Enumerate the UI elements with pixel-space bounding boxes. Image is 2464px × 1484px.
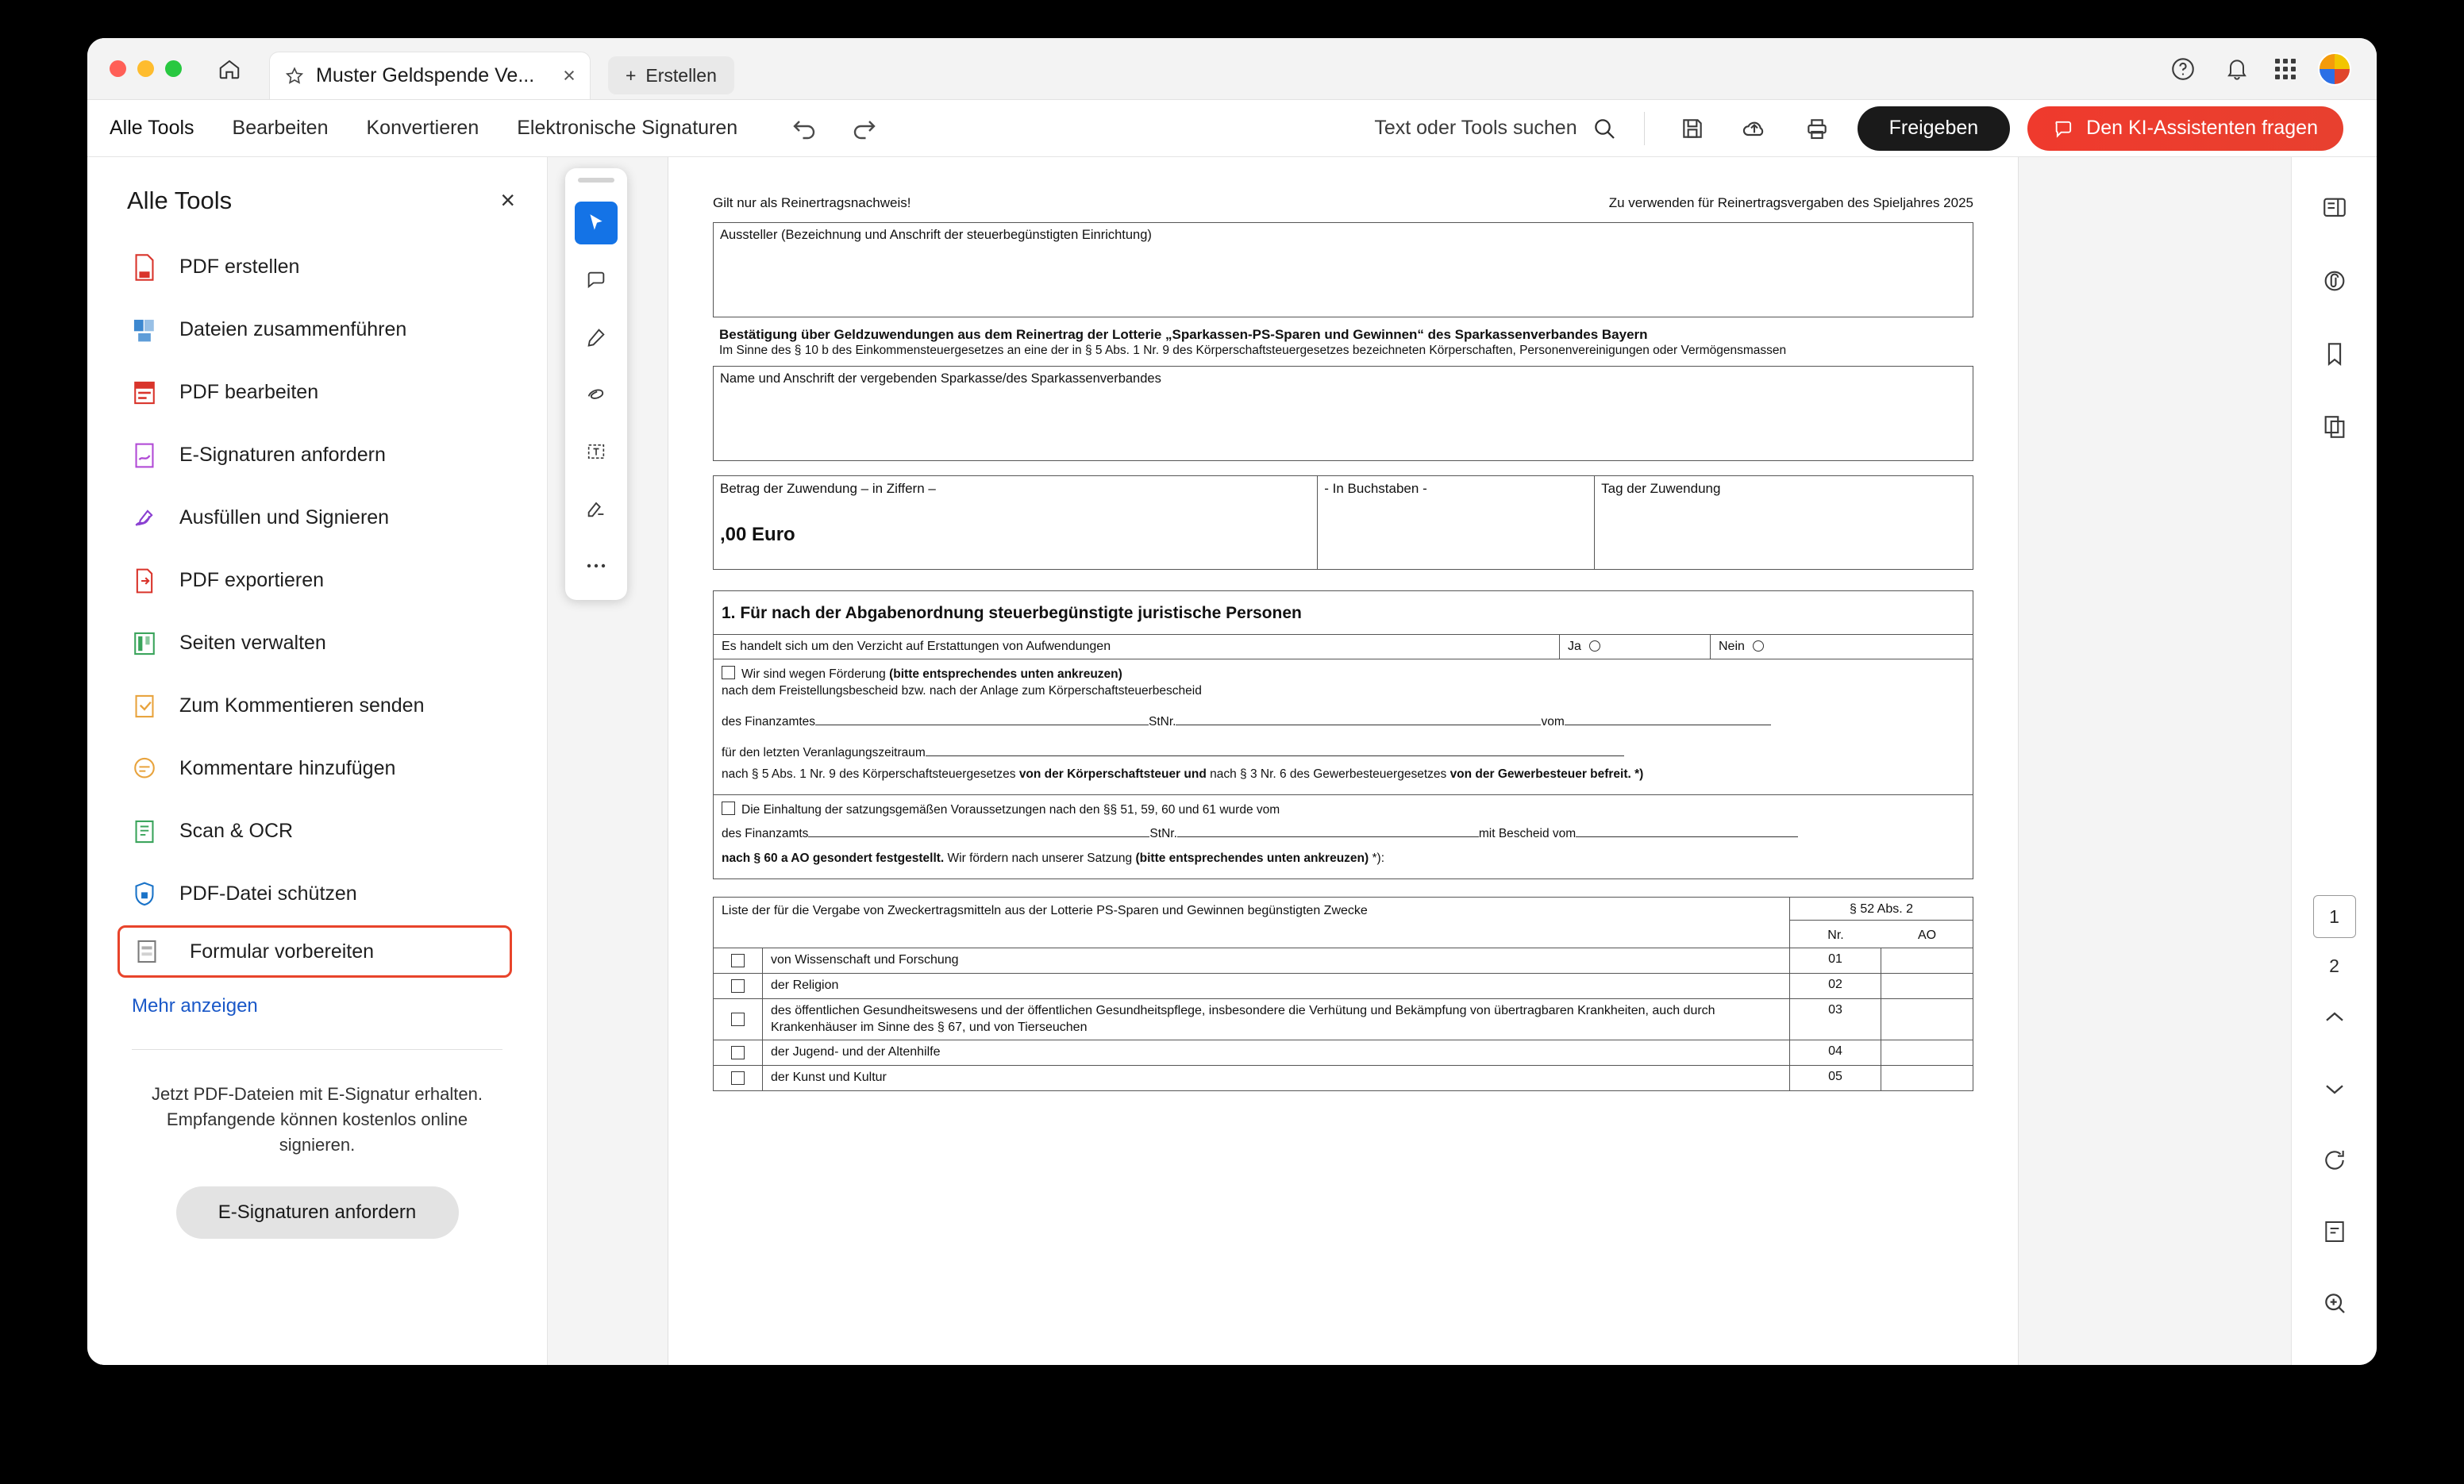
table-row[interactable] — [713, 999, 1973, 1041]
block1-line5-pre: nach § 5 Abs. 1 Nr. 9 des Körperschaftsteuergesetzes — [722, 767, 1016, 781]
search-icon[interactable] — [1592, 116, 1617, 141]
letters-label: - In Buchstaben - — [1318, 476, 1595, 502]
sidebar-item-label: PDF exportieren — [179, 569, 325, 591]
attachments-icon[interactable] — [2316, 262, 2354, 300]
table-row[interactable] — [713, 948, 1973, 974]
add-comments-icon — [132, 755, 157, 782]
bookmarks-icon[interactable] — [2316, 335, 2354, 373]
promo-request-esign-button[interactable]: E-Signaturen anfordern — [176, 1186, 459, 1239]
search-input[interactable]: Text oder Tools suchen — [1374, 117, 1577, 139]
purpose-checkbox[interactable] — [731, 1046, 745, 1059]
cloud-upload-icon[interactable] — [1740, 116, 1769, 141]
table-row[interactable] — [713, 1040, 1973, 1066]
purpose-ao — [1881, 948, 1973, 973]
sidebar-item-label: Seiten verwalten — [179, 632, 326, 654]
fill-sign-icon — [132, 505, 157, 532]
purpose-nr: 03 — [1790, 999, 1881, 1040]
page-fit-icon[interactable] — [2316, 1213, 2354, 1251]
block1-vom-label: vom — [1541, 714, 1565, 729]
rotate-icon[interactable] — [2316, 1141, 2354, 1179]
purpose-ao — [1881, 974, 1973, 998]
promo-text: Jetzt PDF-Dateien mit E-Signatur erhalten. Empfangende können kostenlos online signieren. — [152, 1084, 483, 1155]
purpose-text: der Kunst und Kultur — [763, 1066, 1790, 1090]
purpose-table-header — [713, 897, 1973, 948]
purpose-ao — [1881, 999, 1973, 1040]
menu-item-elektronische-signaturen[interactable]: Elektronische Signaturen — [517, 117, 738, 139]
maximize-window-button[interactable] — [165, 60, 182, 77]
purpose-nr: 04 — [1790, 1040, 1881, 1065]
amount-header-row — [713, 475, 1973, 502]
sidebar-title: Alle Tools — [127, 186, 233, 214]
sidebar-item-label: PDF bearbeiten — [179, 381, 319, 403]
page-number-2[interactable]: 2 — [2329, 955, 2339, 976]
undo-icon[interactable] — [790, 117, 818, 140]
radio-no[interactable] — [1753, 640, 1764, 652]
purpose-text: der Jugend- und der Altenhilfe — [763, 1040, 1790, 1065]
zoom-out-icon[interactable] — [2316, 1355, 2354, 1365]
all-tools-sidebar — [87, 157, 548, 1365]
menu-item-bearbeiten[interactable]: Bearbeiten — [232, 117, 329, 139]
minimize-window-button[interactable] — [137, 60, 154, 77]
purpose-nr: 02 — [1790, 974, 1881, 998]
sidebar-item-zum-kommentieren-senden[interactable] — [87, 675, 547, 737]
sidebar-item-label: Formular vorbereiten — [190, 940, 375, 963]
prepare-form-icon — [134, 938, 160, 965]
block2-stnr-label: StNr. — [1149, 827, 1177, 841]
purpose-text: von Wissenschaft und Forschung — [763, 948, 1790, 973]
block1-line1-pre: Wir sind wegen Förderung — [741, 667, 886, 681]
waiver-yes-option[interactable]: Ja — [1560, 635, 1711, 659]
search-area[interactable] — [1374, 116, 1616, 141]
purpose-checkbox[interactable] — [731, 1071, 745, 1085]
sidebar-item-label: Ausfüllen und Signieren — [179, 506, 390, 529]
redo-icon[interactable] — [850, 117, 879, 140]
more-tools-icon[interactable] — [575, 544, 618, 587]
ai-assistant-label: Den KI-Assistenten fragen — [2086, 117, 2318, 139]
savings-bank-field[interactable] — [713, 366, 1973, 461]
table-row[interactable] — [713, 974, 1973, 999]
annotation-toolbar[interactable] — [565, 168, 627, 600]
document-tab[interactable] — [269, 52, 591, 99]
block2-line1: Die Einhaltung der satzungsgemäßen Voraussetzungen nach den §§ 51, 59, 60 und 61 wurde vom — [741, 802, 1280, 817]
sidebar-item-ausfuellen-und-signieren[interactable] — [87, 486, 547, 549]
ai-sparkle-icon — [2053, 117, 2075, 140]
section1-title: 1. Für nach der Abgabenordnung steuerbegünstigte juristische Personen — [722, 603, 1302, 622]
create-tab-label: Erstellen — [645, 64, 717, 86]
doc-header-right: Zu verwenden für Reinertragsvergaben des Spieljahres 2025 — [1608, 195, 1973, 210]
date-label: Tag der Zuwendung — [1601, 480, 1721, 496]
block1 — [713, 659, 1973, 794]
avatar[interactable] — [2318, 52, 2351, 86]
stamp-icon[interactable] — [575, 487, 618, 530]
close-window-button[interactable] — [110, 60, 126, 77]
save-icon[interactable] — [1680, 116, 1705, 141]
create-tab-button[interactable] — [608, 56, 734, 94]
section1-block — [713, 590, 1973, 634]
sidebar-item-label: Kommentare hinzufügen — [179, 757, 396, 779]
block1-line5-mid: nach § 3 Nr. 6 des Gewerbesteuergesetzes — [1210, 767, 1447, 781]
comment-panel-icon[interactable] — [2316, 189, 2354, 227]
toolbar-drag-handle[interactable] — [578, 178, 614, 183]
purpose-checkbox[interactable] — [731, 954, 745, 967]
select-cursor-icon[interactable] — [575, 202, 618, 244]
menu-item-konvertieren[interactable]: Konvertieren — [366, 117, 479, 139]
sidebar-item-kommentare-hinzufuegen[interactable] — [87, 737, 547, 800]
plus-icon: + — [625, 64, 637, 86]
sidebar-header — [87, 157, 547, 236]
waiver-label: Es handelt sich um den Verzicht auf Erstattungen von Aufwendungen — [714, 635, 1560, 659]
purpose-nr: 01 — [1790, 948, 1881, 973]
sidebar-item-scan-ocr[interactable] — [87, 800, 547, 863]
pdf-create-icon — [132, 254, 157, 281]
close-sidebar-icon[interactable]: × — [500, 186, 515, 214]
block2-bescheid-input[interactable] — [1576, 836, 1798, 837]
block1-line4: für den letzten Veranlagungszeitraum — [722, 745, 926, 759]
block2-line3-end: *): — [1372, 852, 1384, 866]
print-icon[interactable] — [1804, 116, 1831, 141]
tab-title: Muster Geldspende Ve... — [316, 64, 535, 87]
block2-stnr-input[interactable] — [1177, 836, 1479, 837]
right-toolbar — [2291, 157, 2377, 1365]
window-controls[interactable] — [110, 60, 182, 77]
confirmation-title: Bestätigung über Geldzuwendungen aus dem Reinertrag der Lotterie „Sparkassen-PS-Sparen und Gewinnen“ des Sparkassenverbandes Bayern — [719, 327, 1648, 342]
amount-label: Betrag der Zuwendung – in Ziffern – — [714, 476, 1318, 502]
sidebar-item-e-signaturen-anfordern[interactable] — [87, 424, 547, 486]
block2-line3-b1: nach § 60 a AO gesondert festgestellt. — [722, 852, 945, 866]
page-navigation[interactable] — [2313, 895, 2356, 987]
page-number-1[interactable]: 1 — [2313, 895, 2356, 938]
purpose-header-text: Liste der für die Vergabe von Zweckertragsmitteln aus der Lotterie PS-Sparen und Gewinnen begünstigten Zwecke — [714, 898, 1790, 948]
sidebar-item-label: E-Signaturen anfordern — [179, 444, 386, 466]
waiver-no-option[interactable]: Nein — [1711, 635, 1973, 659]
purpose-checkbox[interactable] — [731, 979, 745, 993]
main-body — [87, 157, 2377, 1365]
page-thumbnails-icon[interactable] — [2316, 408, 2354, 446]
block2-bescheid-label: mit Bescheid vom — [1478, 827, 1577, 841]
sidebar-item-label: Scan & OCR — [179, 820, 294, 842]
title-bar — [87, 38, 2377, 100]
block1-line1-bold: (bitte entsprechendes unten ankreuzen) — [889, 667, 1122, 681]
table-row[interactable] — [713, 1066, 1973, 1091]
request-esign-icon — [132, 442, 157, 469]
sidebar-item-formular-vorbereiten[interactable] — [117, 925, 512, 978]
help-icon[interactable] — [2167, 53, 2199, 85]
doc-header-row — [713, 195, 1973, 211]
radio-yes[interactable] — [1589, 640, 1600, 652]
titlebar-right-icons — [2167, 52, 2351, 86]
sidebar-item-pdf-datei-schuetzen[interactable] — [87, 863, 547, 925]
divider — [1644, 112, 1645, 145]
manage-pages-icon — [132, 630, 157, 657]
purpose-ao — [1881, 1066, 1973, 1090]
sidebar-item-label: Dateien zusammenführen — [179, 318, 407, 340]
tool-list — [87, 236, 547, 978]
sidebar-item-pdf-bearbeiten[interactable] — [87, 361, 547, 424]
show-more-link[interactable]: Mehr anzeigen — [132, 995, 258, 1017]
doc-header-left: Gilt nur als Reinertragsnachweis! — [713, 195, 911, 210]
purpose-col-head: § 52 Abs. 2 — [1790, 898, 1973, 921]
sidebar-item-label: Zum Kommentieren senden — [179, 694, 425, 717]
issuer-label: Aussteller (Bezeichnung und Anschrift der steuerbegünstigten Einrichtung) — [720, 228, 1152, 242]
menu-bar — [87, 100, 2377, 157]
block1-finanzamt-label: des Finanzamtes — [722, 714, 816, 729]
merge-files-icon — [132, 317, 157, 344]
view-controls — [2316, 998, 2354, 1365]
savings-bank-label: Name und Anschrift der vergebenden Sparkasse/des Sparkassenverbandes — [720, 371, 1161, 386]
purpose-ao — [1881, 1040, 1973, 1065]
pdf-page[interactable] — [668, 157, 2018, 1365]
block2-line3-mid: Wir fördern nach unserer Satzung — [947, 852, 1133, 866]
purpose-col-nr: Nr. — [1827, 928, 1844, 943]
block1-line2: nach dem Freistellungsbescheid bzw. nach der Anlage zum Körperschaftsteuerbescheid — [722, 683, 1202, 698]
edit-pdf-icon — [132, 379, 157, 406]
zoom-in-icon[interactable] — [2316, 1284, 2354, 1322]
block2-finanzamt-label: des Finanzamts — [722, 827, 809, 841]
amount-value: ,00 Euro — [720, 523, 795, 545]
sidebar-item-pdf-erstellen[interactable] — [87, 236, 547, 298]
share-button[interactable]: Freigeben — [1858, 106, 2011, 151]
notifications-bell-icon[interactable] — [2221, 53, 2253, 85]
send-for-comments-icon — [132, 693, 157, 720]
sticky-note-icon[interactable] — [575, 259, 618, 302]
scroll-up-icon[interactable] — [2316, 998, 2354, 1036]
block2-line3-b2: (bitte entsprechendes unten ankreuzen) — [1135, 852, 1369, 866]
issuer-field[interactable] — [713, 222, 1973, 317]
close-icon[interactable]: × — [563, 63, 576, 87]
export-pdf-icon — [132, 567, 157, 594]
sidebar-item-label: PDF erstellen — [179, 256, 300, 278]
block2 — [713, 794, 1973, 880]
block1-stnr-label: StNr. — [1149, 714, 1176, 729]
menu-item-alle-tools[interactable]: Alle Tools — [110, 117, 194, 139]
purpose-text: der Religion — [763, 974, 1790, 998]
scan-ocr-icon — [132, 818, 157, 845]
document-viewport[interactable] — [548, 157, 2291, 1365]
promo-block — [87, 1050, 547, 1239]
acrobat-window — [87, 38, 2377, 1365]
amount-value-row[interactable] — [713, 502, 1973, 570]
pen-icon[interactable] — [575, 316, 618, 359]
protect-pdf-icon — [132, 881, 157, 908]
checkbox-satzung[interactable] — [722, 802, 735, 815]
purpose-text: des öffentlichen Gesundheitswesens und der öffentlichen Gesundheitspflege, insbesondere die Verhütung und Bekämpfung von übertragbaren Krankheiten, auch durch Krankenhäuser im Sinne des § 67, und von Tierseuchen — [763, 999, 1790, 1040]
highlight-icon[interactable] — [575, 373, 618, 416]
waiver-row — [714, 634, 1973, 659]
home-icon[interactable] — [212, 52, 247, 87]
sidebar-item-label: PDF-Datei schützen — [179, 882, 357, 905]
star-icon — [284, 66, 305, 87]
veranlagungszeitraum-input[interactable] — [926, 755, 1624, 756]
block1-line5-b2: von der Gewerbesteuer befreit. *) — [1450, 767, 1644, 781]
scroll-down-icon[interactable] — [2316, 1070, 2354, 1108]
purpose-checkbox[interactable] — [731, 1013, 745, 1026]
sidebar-item-pdf-exportieren[interactable] — [87, 549, 547, 612]
confirmation-text: Im Sinne des § 10 b des Einkommensteuergesetzes an eine der in § 5 Abs. 1 Nr. 9 des Körperschaftsteuergesetzes bezeichneten Körperschaften, Personenvereinigungen oder Vermögensmassen — [719, 344, 1787, 357]
sidebar-item-dateien-zusammenfuehren[interactable] — [87, 298, 547, 361]
block2-finanzamt-input[interactable] — [808, 836, 1149, 837]
sidebar-item-seiten-verwalten[interactable] — [87, 612, 547, 675]
text-box-icon[interactable] — [575, 430, 618, 473]
purpose-nr: 05 — [1790, 1066, 1881, 1090]
app-grid-icon[interactable] — [2275, 59, 2296, 79]
block1-line5-b1: von der Körperschaftsteuer und — [1018, 767, 1207, 781]
ai-assistant-button[interactable] — [2027, 106, 2343, 151]
purpose-col-ao: AO — [1917, 928, 1937, 943]
checkbox-foerderung[interactable] — [722, 666, 735, 679]
